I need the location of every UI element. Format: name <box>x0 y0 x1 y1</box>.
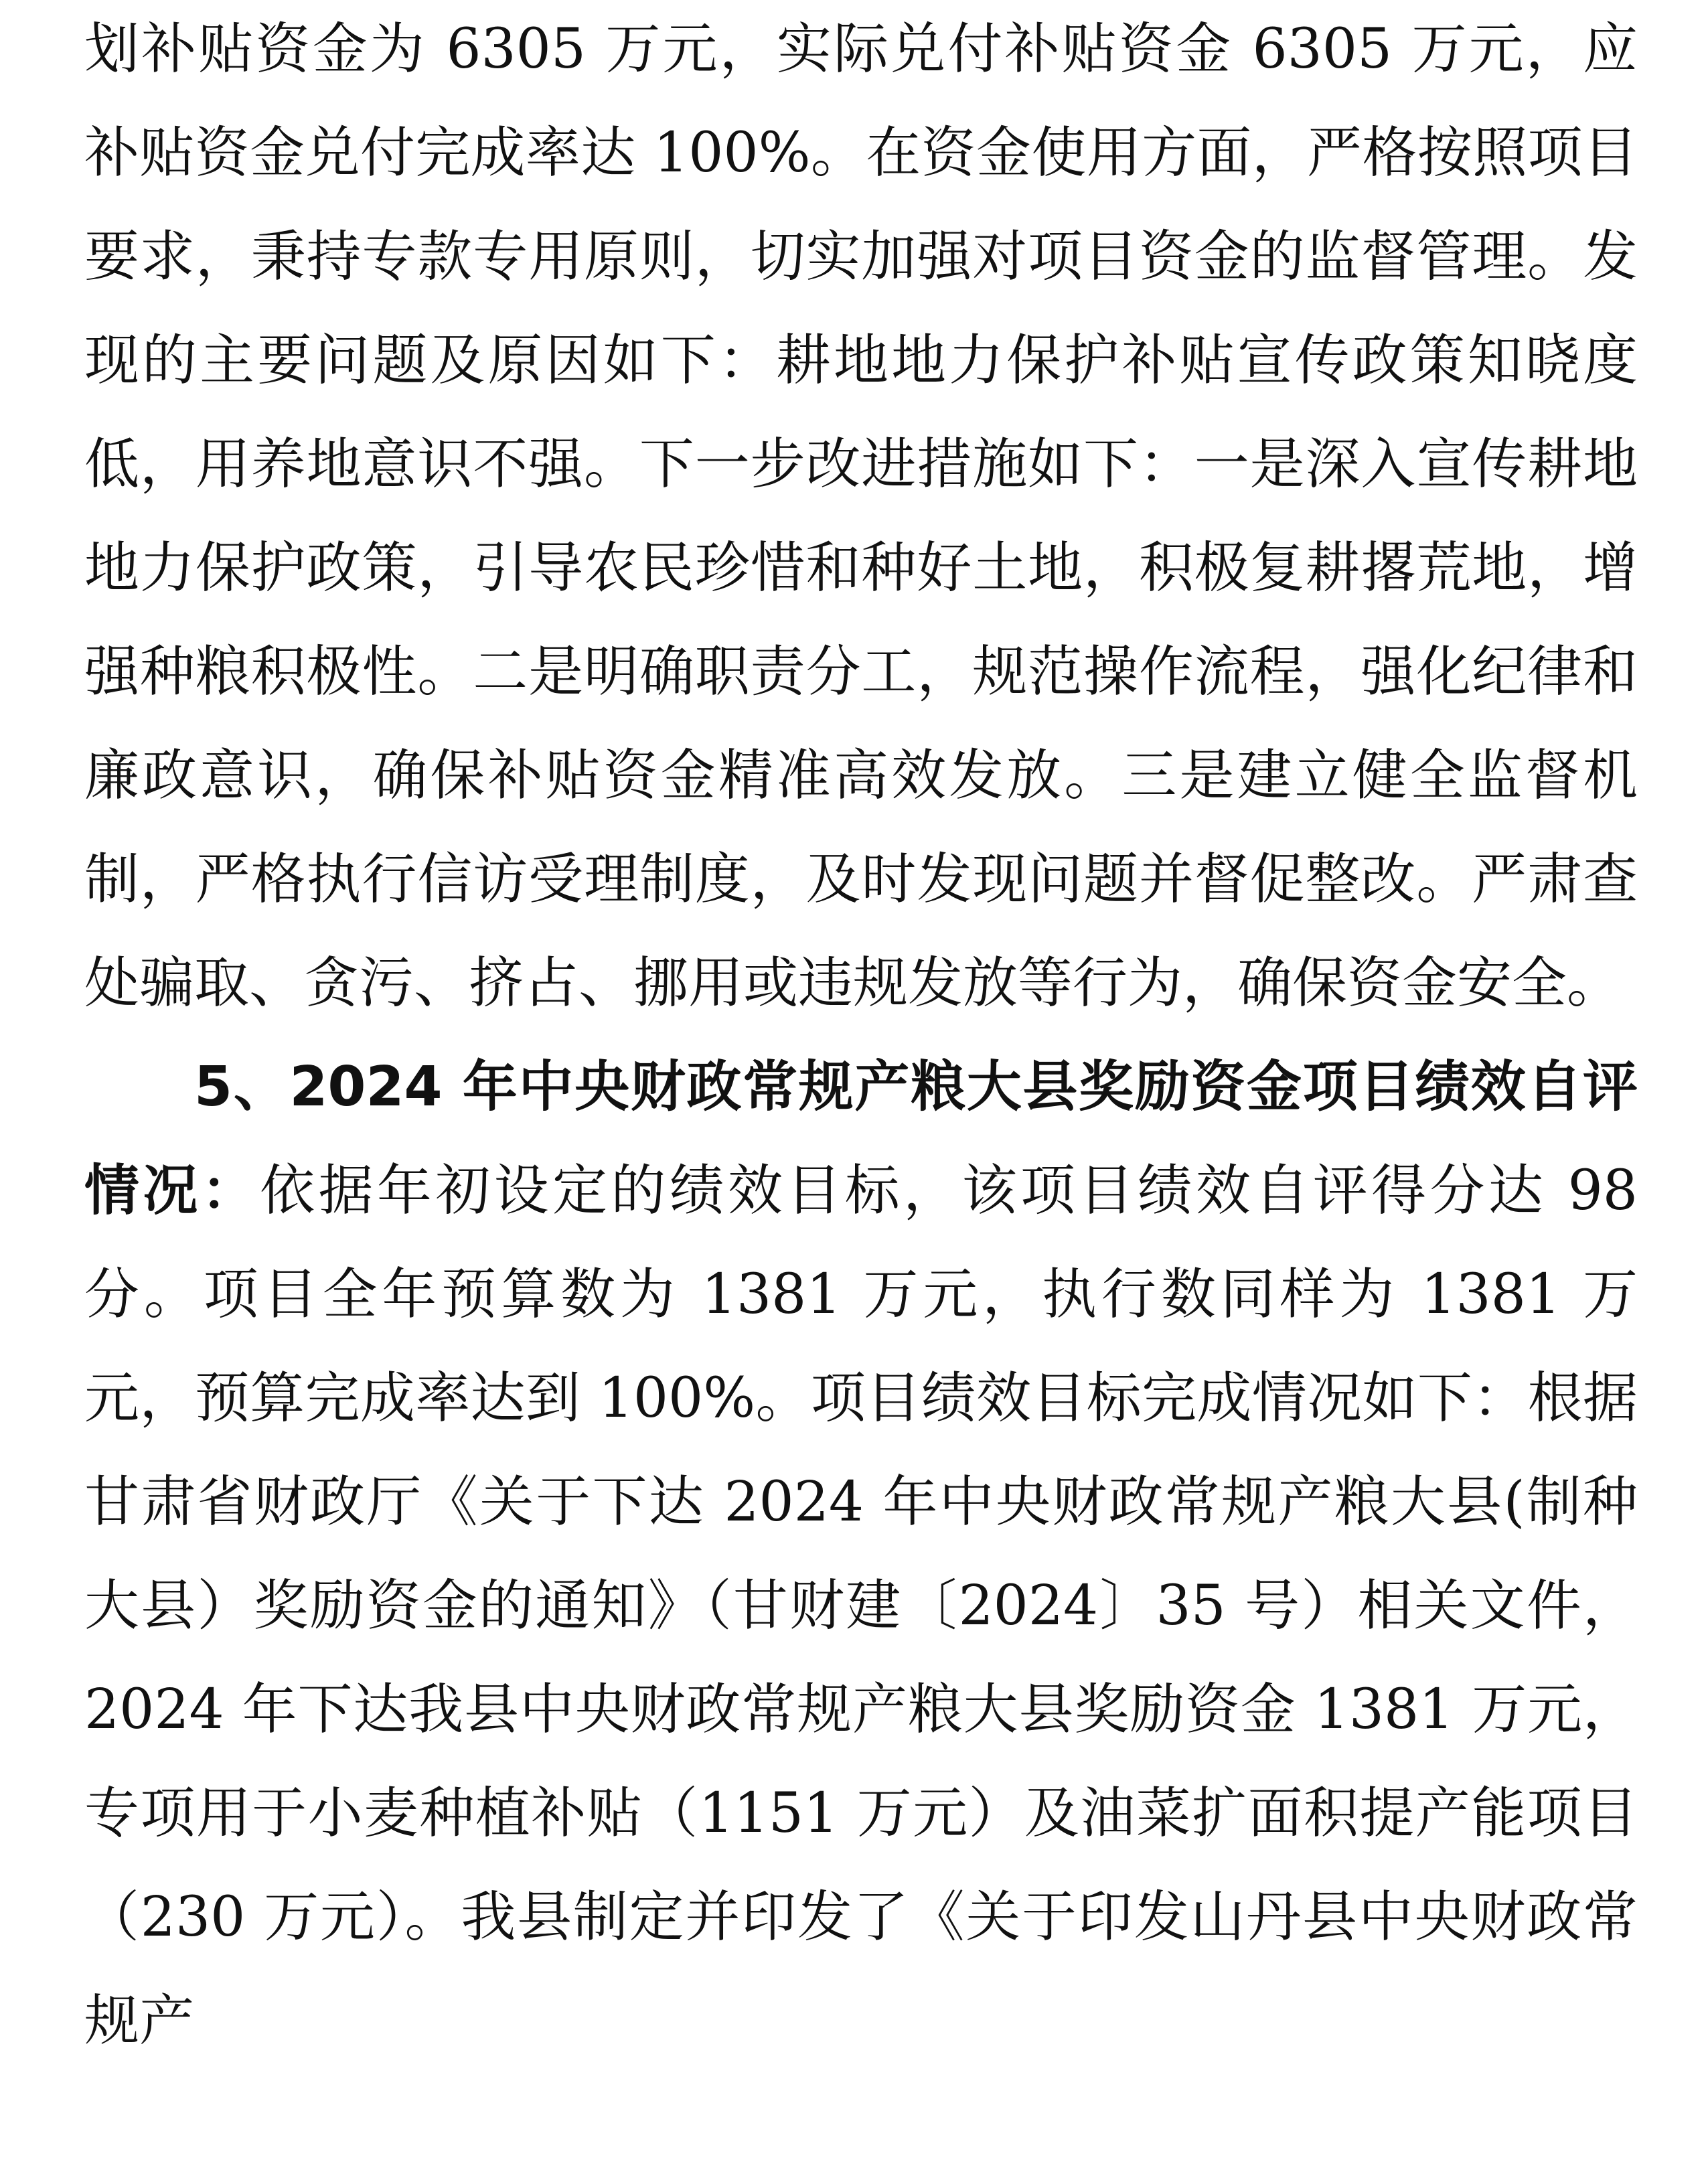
section-5-body: 依据年初设定的绩效目标，该项目绩效自评得分达 98 分。项目全年预算数为 1381 万元，执行数同样为 1381 万元，预算完成率达到 100%。项目绩效目标完成情况如下：根据甘肃省财政厅《关于下达 2024 年中央财政常规产粮大县(制种大县）奖励资金的通知》（甘财建〔2024〕35 号）相关文件，2024 年下达我县中央财政常规产粮大县奖励资金 1381 万元，专项用于小麦种植补贴（1151 万元）及油菜扩面积提产能项目（230 万元）。我县制定并印发了《关于印发山丹县中央财政常规产 <box>84 1159 1638 2053</box>
section-5-heading: 5、2024 年中央财政常规产粮大县奖励资金项目绩效自评情况： <box>84 1055 1638 1223</box>
paragraph-subsidy-summary: 划补贴资金为 6305 万元，实际兑付补贴资金 6305 万元，应补贴资金兑付完成率达 100%。在资金使用方面，严格按照项目要求，秉持专款专用原则，切实加强对项目资金的监督管理。发现的主要问题及原因如下：耕地地力保护补贴宣传政策知晓度低，用养地意识不强。下一步改进措施如下：一是深入宣传耕地地力保护政策，引导农民珍惜和种好土地，积极复耕撂荒地，增强种粮积极性。二是明确职责分工，规范操作流程，强化纪律和廉政意识，确保补贴资金精准高效发放。三是建立健全监督机制，严格执行信访受理制度，及时发现问题并督促整改。严肃查处骗取、贪污、挤占、挪用或违规发放等行为，确保资金安全。 <box>84 17 1638 1015</box>
paragraph-section-5 <box>84 1035 1638 2073</box>
document-body <box>84 0 1638 2073</box>
